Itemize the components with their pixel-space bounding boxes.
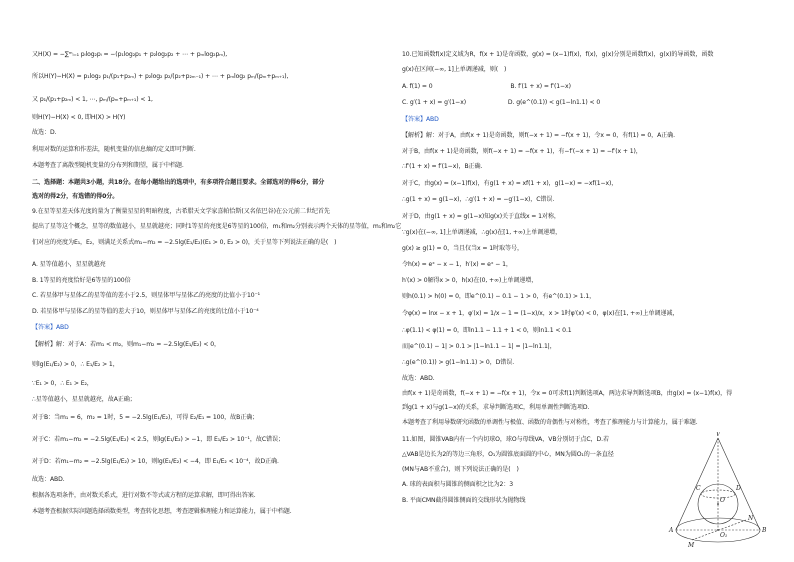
diameter-mn [692,520,746,540]
text-line: 对于B，由f(x + 1)是奇函数，则f(−x + 1) = −f(x + 1)，有−f′(−x + 1) = −f′(x + 1)， [402,148,642,155]
option-a: A. 球的表面积与圆锥的侧面积之比为2：3 [402,481,514,488]
answer-label: 【答案】ABD [402,116,439,123]
text-line: 故选：ABD. [32,476,65,483]
text-line: 【解析】解：对于A：若m₁ < m₂，则m₁−m₂ = −2.5lg(E₁/E₂) < 0， [32,341,220,348]
text-line: 令h(x) = eˣ − x − 1，h′(x) = eˣ − 1， [402,261,512,268]
section-heading: 选对的得2分，有选错的得0分。 [32,193,119,200]
text-line: 本题考查了离散型随机变量的分布列和期望，属于中档题. [32,162,184,169]
text-line: 对于B：当m₁ = 6，m₂ = 1时，5 = −2.5lg(E₁/E₂)，可得 E₂/E₁ = 100，故B正确； [32,414,259,421]
label-b: B [762,527,767,534]
text-line: ∴星等值越小，星星就越亮，故A正确； [32,396,136,403]
label-d: D [736,485,741,492]
text-line: g(x)在区间(−∞, 1]上单调递减，则( ) [402,66,507,73]
text-line: ∴f′(1 + x) = f′(1−x)，B正确. [402,163,483,170]
text-line: 提出了星等这个概念，星等的数值越小，星星就越亮；同时1等星的亮度是6等星的100倍，m₁和m₂分别表示两个天体的星等值，m₁和m₂它 [32,223,402,230]
option-b: B. 1等星的亮度恰好是6等星的100倍 [32,277,131,284]
option-c: C. 若星体甲与星体乙的星等值的差小于2.5，则星体甲与星体乙的亮度的比值小于10⁻¹ [32,292,261,299]
text-line: 故选：ABD. [402,375,435,382]
question-10: 10.已知函数f(x)定义域为R，f(x + 1)是奇函数，g(x) = (x−1)f(x)，f(x)，g(x)分别是函数f(x)，g(x)的导函数，函数 [402,51,714,58]
text-line: 则H(Y)−H(X) < 0, 即H(X) > H(Y) [32,114,126,121]
text-line: 又 p₁/(p₁+p₂ₘ) < 1, ⋯, pₘ/(pₘ+pₘ₊₁) < 1, [32,96,153,103]
option-d: D. 若星体甲与星体乙的星等值的差大于10，则星体甲与星体乙的亮度的比值小于10⁻⁴ [32,308,259,315]
label-v: V [716,432,721,438]
text-line: 则h(0.1) > h(0) = 0，即e^(0.1) − 0.1 − 1 > 0，有e^(0.1) > 1.1， [402,293,596,300]
text-line: 到g(1 + x)与g(1−x)的关系，求导判断选项C，利用单调性判断选项D. [402,404,590,411]
text-line: 根据各选项条件，由对数关系式，进行对数不等式或方程的运算求解，即可得出答案. [32,492,256,499]
label-a: A [669,527,674,534]
text-line: (MN与AB不重合)，则下列说法正确的是( ) [402,466,519,473]
option-b: B. 平面CMN截得圆锥侧面的交线形状为抛物线 [402,497,526,504]
text-line: 对于D：若m₁−m₂ = −2.5lg(E₁/E₂) > 10，则lg(E₁/E₂) < −4，即 E₁/E₂ < 10⁻⁴，故D正确. [32,458,279,465]
left-column [32,0,400,562]
text-line: 对于C：若m₁−m₂ = −2.5lg(E₁/E₂) < 2.5，则lg(E₁/E₂) > −1，即 E₁/E₂ > 10⁻¹，故C错误； [32,436,284,443]
text-line: g(x) ≥ g(1) = 0，当且仅当x = 1时取等号， [402,245,523,252]
generatrix-va [676,438,718,530]
center-o [717,503,719,505]
label-n: N [748,515,754,522]
label-o: O [720,497,725,504]
text-line: △VAB是边长为2的等边三角形，O₁为圆锥底面圆的中心，MN为圆O₁的一条直径 [402,451,614,458]
text-line: h′(x) > 0解得x > 0，h(x)在(0, +∞)上单调递增， [402,277,538,284]
label-c: C [696,485,701,492]
text-line: 故选：D. [32,129,57,136]
text-line: 本题考查了利用导数研究函数的单调性与极值、函数的奇偶性与对称性，考查了推理能力与计算能力，属于难题. [402,419,698,426]
text-line: 本题考查根据实际问题选择函数类型，考查转化思想，考查逻辑推理能力和运算能力，属于中档题. [32,508,292,515]
center-o1 [717,529,719,531]
options-ab: A. f(1) = 0 B. f′(1 + x) = f′(1−x) [402,83,571,90]
text-line: 利用对数的运算和作差法，随机变量的信息熵的定义即可判断. [32,146,196,153]
text-line: ∴φ(1.1) < φ(1) = 0，即ln1.1 − 1.1 + 1 < 0，则ln1.1 < 0.1 [402,327,572,334]
text-line: ∵g(x)在(−∞, 1]上单调递减，∴g(x)在[1, +∞)上单调递增， [402,229,562,236]
text-line: ∴g(1 + x) = g(1−x)，∴g′(1 + x) = −g′(1−x)，C错误. [402,196,555,203]
question-11: 11.如图，圆锥VAB内有一个内切球O，球O与母线VA，VB分别切于点C，D.若 [402,436,609,443]
cone-figure [668,432,768,550]
text-line: ∵E₁ > 0，∴ E₁ > E₂， [32,380,93,387]
generatrix-vb [718,438,760,530]
section-heading: 二、选择题：本题共3小题，共18分。在每小题给出的选项中，有多项符合题目要求。全部选对的得6分，部分 [32,179,325,186]
options-cd: C. g′(1 + x) = g′(1−x) D. g(e^(0.1)) < g(1−ln1.1) < 0 [402,99,601,106]
option-a: A. 星等值越小，星星就越亮 [32,261,106,268]
text-line: 【解析】解：对于A，由f(x + 1)是奇函数，则f(−x + 1) = −f(x + 1)，令x = 0，有f(1) = 0，A正确. [402,132,676,139]
text-line: 对于D，由g(1 + x) = g(1−x)知g(x)关于直线x = 1对称， [402,213,560,220]
label-m: M [688,542,695,549]
text-line: 而|e^(0.1) − 1| > 0.1 > |1−ln1.1 − 1| = |1−ln1.1|， [402,343,556,350]
text-line: 令φ(x) = lnx − x + 1，φ′(x) = 1/x − 1 = (1−x)/x，x > 1时φ′(x) < 0，φ(x)在[1, +∞)上单调递减， [402,310,679,317]
text-line: 由f(x + 1)是奇函数，f(−x + 1) = −f(x + 1)，令x = 0可求f(1)判断选项A，两边求导判断选项B，由g(x) = (x−1)f(x)，得 [402,390,733,397]
text-line: 所以H(Y)−H(X) = p₁log₂ p₁/(p₁+p₂ₘ) + p₂log₂ p₂/(p₂+p₂ₘ₋₁) + ⋯ + pₘlog₂ pₘ/(pₘ+pₘ₊₁), [32,73,289,80]
text-line: ∴g(e^(0.1)) > g(1−ln1.1) > 0，D错误. [402,359,515,366]
text-line: 则lg(E₁/E₂) > 0，∴ E₁/E₂ > 1， [32,361,119,368]
text-line: 们对应的亮度为E₁，E₂，则满足关系式m₁−m₂ = −2.5lg(E₁/E₂)(E₁ > 0, E₂ > 0)，关于星等下列说法正确的是( ) [32,239,337,246]
question-9: 9.在星等星差天体光度的量为了衡量星星的明暗程度，古希腊天文学家喜帕恰斯(又名依巴谷)在公元前二世纪首先 [32,208,330,215]
text-line: 对于C，由g(x) = (x−1)f(x)，有g(1 + x) = xf(1 + x)，g(1−x) = −xf(1−x)， [402,180,618,187]
text-line: 又H(X) = −∑ᵐᵢ₌₁ pᵢlog₂pᵢ = −(p₁log₂p₁ + p₂log₂p₂ + ⋯ + pₘlog₂pₘ), [32,51,228,58]
label-o1: O₁ [720,532,728,539]
answer-label: 【答案】ABD [32,324,69,331]
